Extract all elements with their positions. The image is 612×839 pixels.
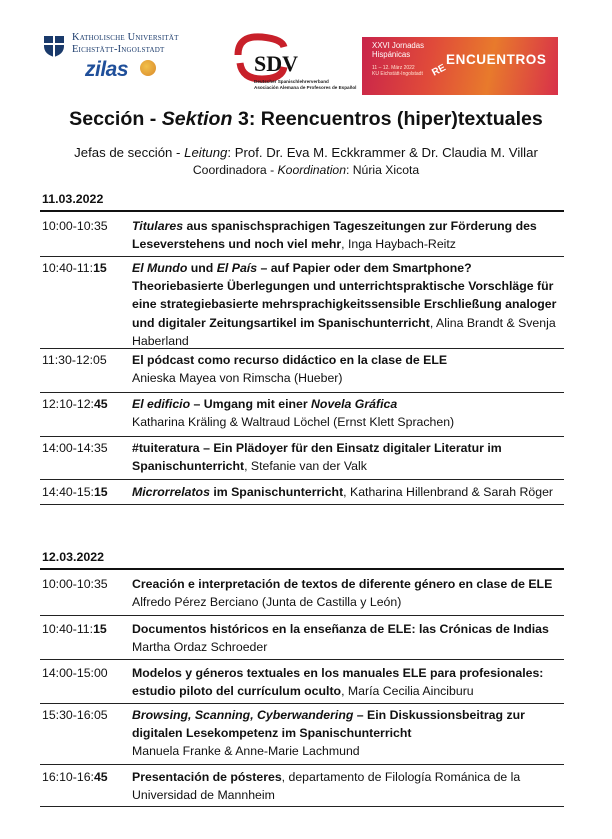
divider (40, 659, 564, 660)
talk-title: aus spanischsprachigen Tageszeitungen zur Förderung des Leseverstehens und noch viel mehr (132, 219, 537, 252)
session-time (42, 706, 130, 724)
zilas-logo: zilas (85, 58, 129, 81)
leads-part-b: Leitung (184, 145, 228, 160)
re-line1: XXVI Jornadas (372, 41, 425, 50)
title-part-c: 3: Reencuentros (hiper)textuales (232, 108, 543, 130)
session-content (132, 768, 562, 804)
leads-part-a: Jefas de sección - (74, 145, 185, 160)
session-time (42, 351, 130, 369)
coord-part-a: Coordinadora - (192, 163, 278, 177)
time-text: 10:00-10:35 (42, 219, 108, 233)
talk-title-italic: Microrrelatos (132, 485, 210, 499)
re-encuentros: ENCUENTROS (446, 52, 547, 67)
time-text: 15:30-16:05 (42, 708, 108, 722)
time-bold: 15 (93, 261, 107, 275)
sdv-caption (254, 79, 356, 90)
session-time (42, 575, 130, 593)
section-leads (0, 145, 612, 160)
ku-line2: Eichstätt-Ingolstadt (72, 44, 165, 55)
day1-date: 11.03.2022 (42, 192, 104, 206)
time-text: 10:40-11: (42, 261, 94, 275)
leads-part-c: : Prof. Dr. Eva M. Eckkrammer & Dr. Claudia M. Villar (227, 145, 538, 160)
time-text: 14:00-14:35 (42, 441, 108, 455)
session-time (42, 768, 130, 786)
session-content (132, 395, 562, 431)
talk-presenter: , Alina Brandt & Svenja Haberland (132, 315, 556, 348)
re-line2: Hispánicas (372, 49, 411, 59)
session-content (132, 483, 562, 501)
session-time (42, 439, 130, 457)
session-content (132, 620, 562, 656)
session-content (132, 351, 562, 387)
session-time (42, 217, 130, 235)
zilas-globe-icon (140, 60, 156, 76)
talk-title: Creación e interpretación de textos de diferente género en clase de ELE (132, 577, 553, 591)
time-text: 12:10-12: (42, 397, 94, 411)
session-content (132, 706, 562, 761)
talk-presenter: Manuela Franke & Anne-Marie Lachmund (132, 744, 360, 759)
divider (40, 436, 564, 437)
talk-title: Modelos y géneros textuales en los manuales ELE para profesionales: estudio piloto del currículum oculto (132, 666, 544, 699)
time-text: 14:00-15:00 (42, 666, 108, 680)
session-time (42, 259, 130, 277)
time-text: 14:40-15: (42, 485, 94, 499)
talk-title: – Umgang mit einer (190, 397, 312, 411)
re-details (372, 65, 423, 77)
talk-presenter: Martha Ordaz Schroeder (132, 640, 268, 655)
talk-title-italic-2: El País (216, 261, 258, 275)
sdv-logo (230, 33, 357, 105)
time-text: 16:10-16: (42, 770, 94, 784)
title-part-b: Sektion (161, 108, 233, 130)
talk-presenter: , Inga Haybach-Reitz (341, 237, 456, 252)
session-time (42, 483, 130, 501)
coord-part-b: Koordination (277, 163, 346, 177)
talk-title-italic: Titulares (132, 219, 184, 233)
time-text: 10:40-11: (42, 622, 94, 636)
session-content (132, 664, 562, 700)
session-content (132, 439, 562, 475)
session-content (132, 575, 562, 611)
day2-date: 12.03.2022 (42, 550, 105, 564)
talk-presenter: Katharina Kräling & Waltraud Löchel (Ernst Klett Sprachen) (132, 415, 455, 430)
divider (40, 615, 564, 616)
divider (40, 764, 564, 765)
talk-title-2: – auf Papier oder dem Smartphone? Theoriebasierte Überlegungen und unterrichtspraktische Vorschläge für eine strategiebasierte mehrsprachigkeitssensible Erschließung analoger und digitaler Zeitungsartikel im Spanischunterricht (132, 261, 557, 330)
divider (40, 806, 564, 807)
page-title (0, 108, 612, 131)
talk-title-italic: Browsing, Scanning, Cyberwandering (132, 708, 354, 722)
talk-title: El pódcast como recurso didáctico en la clase de ELE (132, 353, 448, 367)
reencuentros-banner (362, 37, 558, 95)
ku-line1: Katholische Universität (72, 32, 179, 43)
time-bold: 45 (93, 397, 108, 411)
talk-presenter: Anieska Mayea von Rimscha (Hueber) (132, 371, 343, 386)
talk-title: Presentación de pósteres (132, 770, 282, 784)
sdv-mark-icon (232, 33, 299, 83)
divider (40, 703, 564, 704)
ku-name (72, 32, 179, 56)
time-bold: 15 (93, 622, 107, 636)
ku-shield-icon (42, 34, 66, 58)
re-title (372, 42, 424, 59)
time-text: 11:30-12:05 (42, 353, 107, 367)
re-place: KU Eichstätt-Ingolstadt (372, 71, 423, 77)
sdv-line1: Deutscher Spanischlehrerverband (254, 79, 329, 84)
talk-title: im Spanischunterricht (209, 485, 344, 499)
talk-presenter: Alfredo Pérez Berciano (Junta de Castilla y León) (132, 595, 402, 610)
talk-title: und (187, 261, 217, 275)
talk-title: #tuiteratura – Ein Plädoyer für den Einsatz digitaler Literatur im Spanischunterricht (132, 441, 502, 474)
coord-part-c: : Núria Xicota (345, 163, 420, 177)
talk-title: – Ein Diskussionsbeitrag zur digitalen Lesekompetenz im Spanischunterricht (132, 708, 525, 741)
divider (40, 256, 564, 257)
talk-title-italic: El Mundo (132, 261, 188, 275)
talk-title-italic-2: Novela Gráfica (311, 397, 398, 411)
session-content (132, 259, 562, 350)
talk-presenter: , Stefanie van der Valk (244, 459, 367, 474)
talk-presenter: , Katharina Hillenbrand & Sarah Röger (343, 485, 554, 499)
sdv-line2: Asociación Alemana de Profesores de Español (254, 84, 357, 90)
session-time (42, 620, 130, 638)
title-part-a: Sección - (69, 108, 162, 130)
sdv-letters: SDV (254, 51, 299, 76)
divider (40, 504, 564, 505)
session-time (42, 395, 130, 413)
talk-title-italic: El edificio (132, 397, 191, 411)
re-dates: 11 – 12. März 2022 (372, 65, 415, 71)
logo-bar (0, 0, 612, 105)
divider (40, 568, 564, 570)
divider (40, 348, 564, 349)
time-bold: 45 (93, 770, 108, 784)
divider (40, 210, 564, 212)
session-time (42, 664, 130, 682)
divider (40, 392, 564, 393)
time-bold: 15 (93, 485, 108, 499)
divider (40, 479, 564, 480)
talk-presenter: , María Cecilia Ainciburu (341, 684, 474, 699)
re-prefix: RE (430, 62, 448, 79)
talk-title: Documentos históricos en la enseñanza de ELE: las Crónicas de Indias (132, 622, 549, 636)
coordinator (0, 163, 612, 177)
time-text: 10:00-10:35 (42, 577, 108, 591)
talk-presenter: , departamento de Filología Románica de la Universidad de Mannheim (132, 770, 521, 803)
session-content (132, 217, 562, 253)
